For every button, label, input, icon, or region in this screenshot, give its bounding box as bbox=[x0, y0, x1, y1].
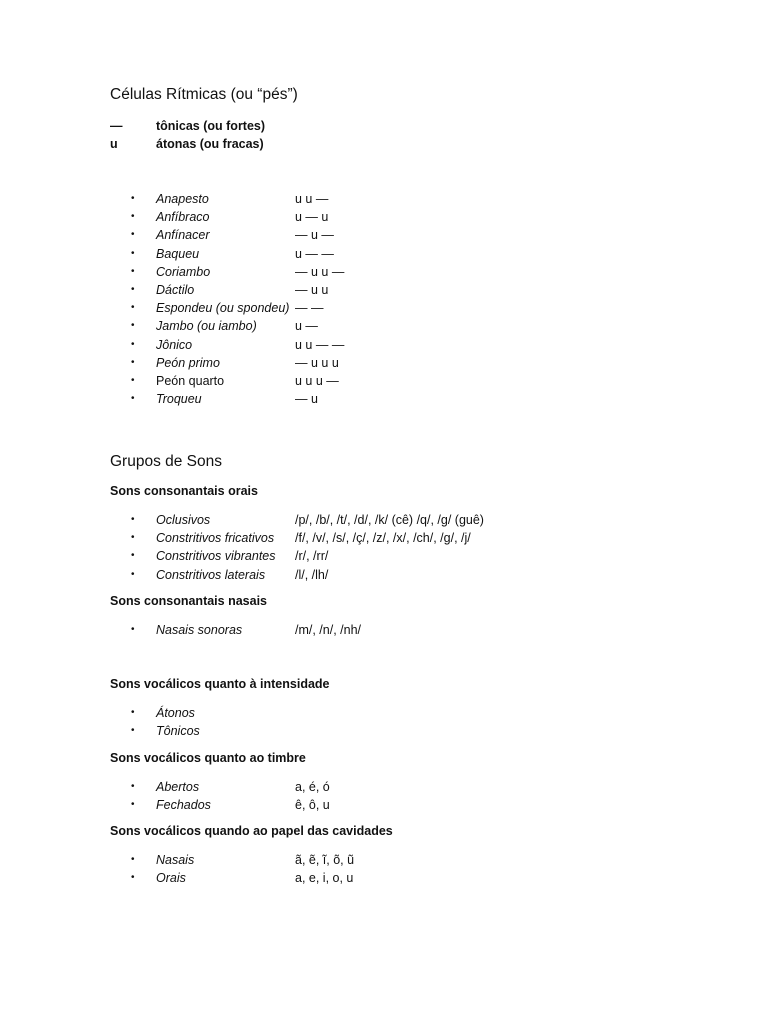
item-name: Coriambo bbox=[156, 264, 211, 279]
bullet-icon: • bbox=[131, 514, 135, 525]
legend-symbol: — bbox=[110, 119, 123, 133]
item-value: — u u — bbox=[295, 264, 345, 279]
item-value: u u — — bbox=[295, 337, 345, 352]
item-name: Anapesto bbox=[156, 192, 209, 206]
item-name: Baqueu bbox=[156, 246, 200, 261]
item-name: Tônicos bbox=[156, 724, 200, 739]
item-name: Constritivos laterais bbox=[156, 567, 266, 582]
item-name: Dáctilo bbox=[156, 282, 195, 297]
item-value: /f/, /v/, /s/, /ç/, /z/, /x/, /ch/, /g/, /j/ bbox=[295, 531, 471, 546]
bullet-icon: • bbox=[131, 338, 135, 350]
bullet-icon: • bbox=[131, 707, 135, 718]
bullet-icon: • bbox=[131, 854, 135, 865]
legend-text: tônicas (ou fortes) bbox=[156, 119, 266, 133]
section-title-rhythmic-cells: Células Rítmicas (ou “pés”) bbox=[110, 86, 298, 103]
item-value: ê, ô, u bbox=[295, 798, 330, 813]
subsection-title-vowel-cavities: Sons vocálicos quando ao papel das cavidades bbox=[110, 824, 393, 838]
item-name: Peón quarto bbox=[156, 373, 225, 388]
item-value: — u — bbox=[295, 228, 334, 243]
item-name: Fechados bbox=[156, 798, 211, 813]
subsection-title-nasal-consonants: Sons consonantais nasais bbox=[110, 594, 267, 608]
bullet-icon: • bbox=[131, 799, 135, 811]
item-value: u u — bbox=[295, 192, 329, 206]
bullet-icon: • bbox=[131, 283, 135, 295]
bullet-icon: • bbox=[131, 302, 135, 314]
item-value: u — u bbox=[295, 210, 329, 225]
subsection-title-oral-consonants: Sons consonantais orais bbox=[110, 484, 258, 498]
item-value: a, e, i, o, u bbox=[295, 871, 354, 886]
item-value: u — bbox=[295, 319, 318, 334]
bullet-icon: • bbox=[131, 229, 135, 241]
item-name: Anfíbraco bbox=[156, 210, 210, 225]
bullet-icon: • bbox=[131, 320, 135, 332]
bullet-icon: • bbox=[131, 265, 135, 277]
item-name: Constritivos vibrantes bbox=[156, 549, 276, 564]
item-name: Nasais sonoras bbox=[156, 623, 243, 637]
bullet-icon: • bbox=[131, 356, 135, 368]
bullet-icon: • bbox=[131, 532, 135, 544]
item-name: Orais bbox=[156, 871, 186, 886]
bullet-icon: • bbox=[131, 550, 135, 562]
item-value: /l/, /lh/ bbox=[295, 567, 329, 582]
item-name: Jônico bbox=[156, 337, 193, 352]
item-name: Constritivos fricativos bbox=[156, 531, 275, 546]
item-value: /r/, /rr/ bbox=[295, 549, 329, 564]
item-value: /m/, /n/, /nh/ bbox=[295, 623, 361, 637]
section-title-sound-groups: Grupos de Sons bbox=[110, 453, 223, 470]
item-value: u u u — bbox=[295, 373, 339, 388]
bullet-icon: • bbox=[131, 393, 135, 405]
item-name: Oclusivos bbox=[156, 513, 211, 527]
bullet-icon: • bbox=[131, 781, 135, 792]
item-value: u — — bbox=[295, 246, 334, 261]
bullet-icon: • bbox=[131, 374, 135, 386]
bullet-icon: • bbox=[131, 624, 135, 635]
legend-symbol: u bbox=[110, 137, 118, 151]
item-name: Nasais bbox=[156, 853, 195, 867]
item-name: Anfínacer bbox=[156, 228, 210, 243]
bullet-icon: • bbox=[131, 193, 135, 204]
bullet-icon: • bbox=[131, 211, 135, 223]
legend-text: átonas (ou fracas) bbox=[156, 137, 264, 151]
subsection-title-vowel-timbre: Sons vocálicos quanto ao timbre bbox=[110, 751, 306, 765]
item-name: Átonos bbox=[156, 706, 195, 720]
item-value: — u u u bbox=[295, 355, 339, 370]
item-name: Jambo (ou iambo) bbox=[156, 319, 257, 334]
item-value: a, é, ó bbox=[295, 780, 330, 794]
item-name: Peón primo bbox=[156, 355, 220, 370]
item-name: Espondeu (ou spondeu) bbox=[156, 301, 290, 316]
item-value: — u u bbox=[295, 282, 329, 297]
bullet-icon: • bbox=[131, 568, 135, 580]
item-value: /p/, /b/, /t/, /d/, /k/ (cê) /q/, /g/ (guê) bbox=[295, 513, 484, 527]
item-value: — u bbox=[295, 392, 318, 407]
bullet-icon: • bbox=[131, 725, 135, 737]
item-name: Abertos bbox=[156, 780, 200, 794]
item-name: Troqueu bbox=[156, 392, 202, 407]
bullet-icon: • bbox=[131, 247, 135, 259]
item-value: ã, ẽ, ĩ, õ, ũ bbox=[295, 853, 355, 867]
item-value: — — bbox=[295, 301, 324, 316]
bullet-icon: • bbox=[131, 872, 135, 884]
subsection-title-vowel-intensity: Sons vocálicos quanto à intensidade bbox=[110, 677, 330, 691]
